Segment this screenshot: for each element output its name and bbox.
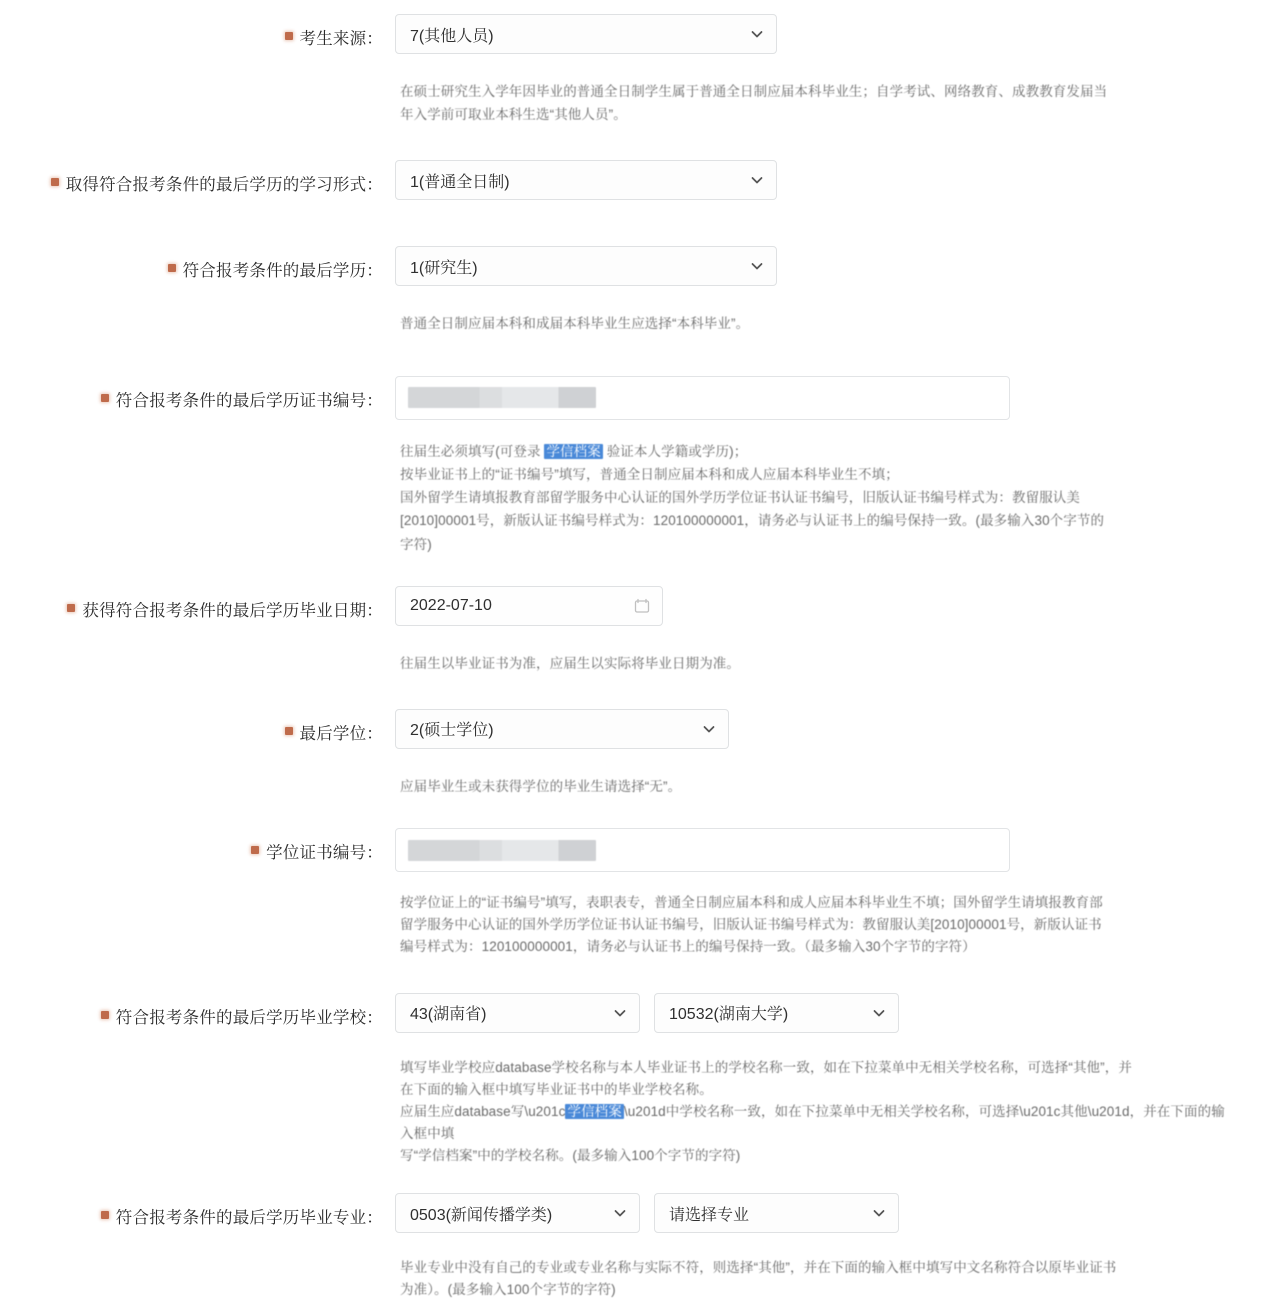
label-graduation-date-text: 获得符合报考条件的最后学历毕业日期： [82,601,383,620]
hint-line: 年入学前可取业本科生选“其他人员”。 [400,107,627,123]
select-major-category-value: 0503(新闻传播学类) [410,1206,553,1224]
field-cert-number [395,376,1280,420]
label-last-degree [0,709,395,755]
select-graduation-school-value: 10532(湖南大学) [669,1006,789,1024]
select-source-value: 7(其他人员) [410,27,494,45]
hint-line: 填写毕业学校应database学校名称与本人毕业证书上的学校名称一致，如在下拉菜单中无相关学校名称，可选择“其他”，并 [400,1059,1132,1075]
hint-graduation-major [395,1257,1230,1301]
hint-line: 留学服务中心认证的国外学历学位证书认证书编号，旧版认证书编号样式为：教留服认美[2010]00001号，新版认证书 [400,917,1102,933]
field-graduation-school [395,993,1280,1033]
field-last-degree-level [395,246,1280,286]
form-row-graduation-major [0,1193,1280,1239]
select-last-degree[interactable] [395,709,729,749]
field-degree-cert-number [395,828,1280,872]
select-major-value: 请选择专业 [669,1206,750,1224]
chevron-down-icon [702,722,716,736]
select-last-degree-value: 2(硕士学位) [410,722,494,740]
select-major[interactable] [654,1193,899,1233]
label-study-form [0,160,395,206]
required-marker-icon [285,32,293,40]
select-graduation-school[interactable] [654,993,899,1033]
form-row-degree-cert-number [0,828,1280,874]
label-last-degree-level-text: 符合报考条件的最后学历： [182,262,383,281]
hint-line-a: 往届生必须填写(可登录 [400,443,545,459]
field-source [395,14,1280,54]
chevron-down-icon [750,259,764,273]
chevron-down-icon [750,27,764,41]
label-source-text: 考生来源： [299,30,383,48]
hint-line: 按学位证上的“证书编号”填写，表职表专，普通全日制应届本科和成人应届本科毕业生不填；国外留学生请填报教育部 [400,895,1103,911]
label-graduation-date [0,586,395,632]
chevron-down-icon [613,1206,627,1220]
label-graduation-school-text: 符合报考条件的最后学历毕业学校： [115,1008,383,1027]
chevron-down-icon [750,173,764,187]
hint-line: 普通全日制应届本科和成届本科毕业生应选择“本科毕业”。 [400,316,750,332]
link-xuexin-archive[interactable]: 学信档案 [546,443,601,459]
hint-line: 在硕士研究生入学年因毕业的普通全日制学生属于普通全日制应届本科毕业生；自学考试、网络教育、成教教育发届当 [400,84,1108,99]
label-degree-cert-number-text: 学位证书编号： [266,844,383,863]
hint-graduation-date [395,652,1230,675]
required-marker-icon [67,604,75,612]
hint-line-b: \u201d中学校名称一致，如在下拉菜单中无相关学校名称，可选择\u201c其他\u201d，并在下面的输入框中填 [400,1103,1225,1141]
hint-line-a: 应届生应database写\u201c [400,1103,566,1119]
redacted-value-overlay [408,840,596,861]
chevron-down-icon [872,1006,886,1020]
input-cert-number[interactable] [395,376,1010,420]
required-marker-icon [168,264,176,272]
label-last-degree-text: 最后学位： [299,724,383,743]
hint-line: 为准）。(最多输入100个字节的字符) [400,1282,616,1298]
hint-line: 编号样式为：120100000001，请务必与认证书上的编号保持一致。（最多输入30个字节的字符） [400,939,976,955]
hint-line: [2010]00001号，新版认证书编号样式为：120100000001，请务必与认证书上的编号保持一致。(最多输入30个字节的 [400,513,1105,529]
hint-line [400,1101,1230,1145]
hint-line [400,440,1230,463]
hint-line: 国外留学生请填报教育部留学服务中心认证的国外学历学位证书认证书编号，旧版认证书编号样式为：教留服认美 [400,490,1080,506]
form-row-study-form [0,160,1280,206]
input-degree-cert-number[interactable] [395,828,1010,872]
graduation-date-value: 2022-07-10 [410,596,492,614]
hint-line: 写“学信档案”中的学校名称。(最多输入100个字节的字符) [400,1148,741,1164]
form-row-last-degree [0,709,1280,755]
select-graduation-province[interactable] [395,993,640,1033]
label-study-form-text: 取得符合报考条件的最后学历的学习形式： [65,176,383,195]
input-graduation-date[interactable] [395,586,663,626]
field-graduation-date [395,586,1280,626]
hint-line: 毕业专业中没有自己的专业或专业名称与实际不符，则选择“其他”，并在下面的输入框中填写中文名称符合以原毕业证书 [400,1260,1117,1276]
field-study-form [395,160,1280,200]
hint-source [395,80,1230,126]
label-graduation-major [0,1193,395,1239]
label-last-degree-level [0,246,395,292]
required-marker-icon [251,846,259,854]
hint-line-b: 验证本人学籍或学历)； [602,443,748,459]
hint-line: 字符) [400,536,432,552]
hint-last-degree-level [395,312,1230,335]
form-row-graduation-date [0,586,1280,632]
hint-graduation-school [395,1057,1230,1168]
hint-cert-number [395,440,1230,556]
required-marker-icon [285,727,293,735]
form-row-graduation-school [0,993,1280,1039]
select-study-form[interactable] [395,160,777,200]
label-cert-number-text: 符合报考条件的最后学历证书编号： [115,391,383,410]
select-last-degree-level-value: 1(研究生) [410,259,478,277]
required-marker-icon [101,1211,109,1219]
hint-line: 往届生以毕业证书为准，应届生以实际将毕业日期为准。 [400,655,740,671]
chevron-down-icon [872,1206,886,1220]
hint-line: 按毕业证书上的“证书编号”填写，普通全日制应届本科和成人应届本科毕业生不填； [400,466,899,482]
select-graduation-province-value: 43(湖南省) [410,1006,487,1024]
select-major-category[interactable] [395,1193,640,1233]
hint-line: 应届毕业生或未获得学位的毕业生请选择“无”。 [400,778,682,794]
form-row-source [0,14,1280,60]
required-marker-icon [51,178,59,186]
redacted-value-overlay [408,387,596,408]
required-marker-icon [101,1011,109,1019]
required-marker-icon [101,394,109,402]
link-xuexin-archive[interactable]: 学信档案 [567,1103,622,1119]
label-graduation-school [0,993,395,1039]
field-graduation-major [395,1193,1280,1233]
hint-degree-cert-number [395,892,1230,958]
label-graduation-major-text: 符合报考条件的最后学历毕业专业： [115,1209,383,1228]
label-degree-cert-number [0,828,395,874]
select-study-form-value: 1(普通全日制) [410,173,510,191]
select-last-degree-level[interactable] [395,246,777,286]
form-row-cert-number [0,376,1280,422]
hint-last-degree [395,775,1230,798]
form-row-last-degree-level [0,246,1280,292]
label-source [0,14,395,60]
select-source[interactable] [395,14,777,54]
hint-line: 在下面的输入框中填写毕业证书中的毕业学校名称。 [400,1081,713,1097]
calendar-icon[interactable] [634,598,650,614]
label-cert-number [0,376,395,422]
chevron-down-icon [613,1006,627,1020]
field-last-degree [395,709,1280,749]
